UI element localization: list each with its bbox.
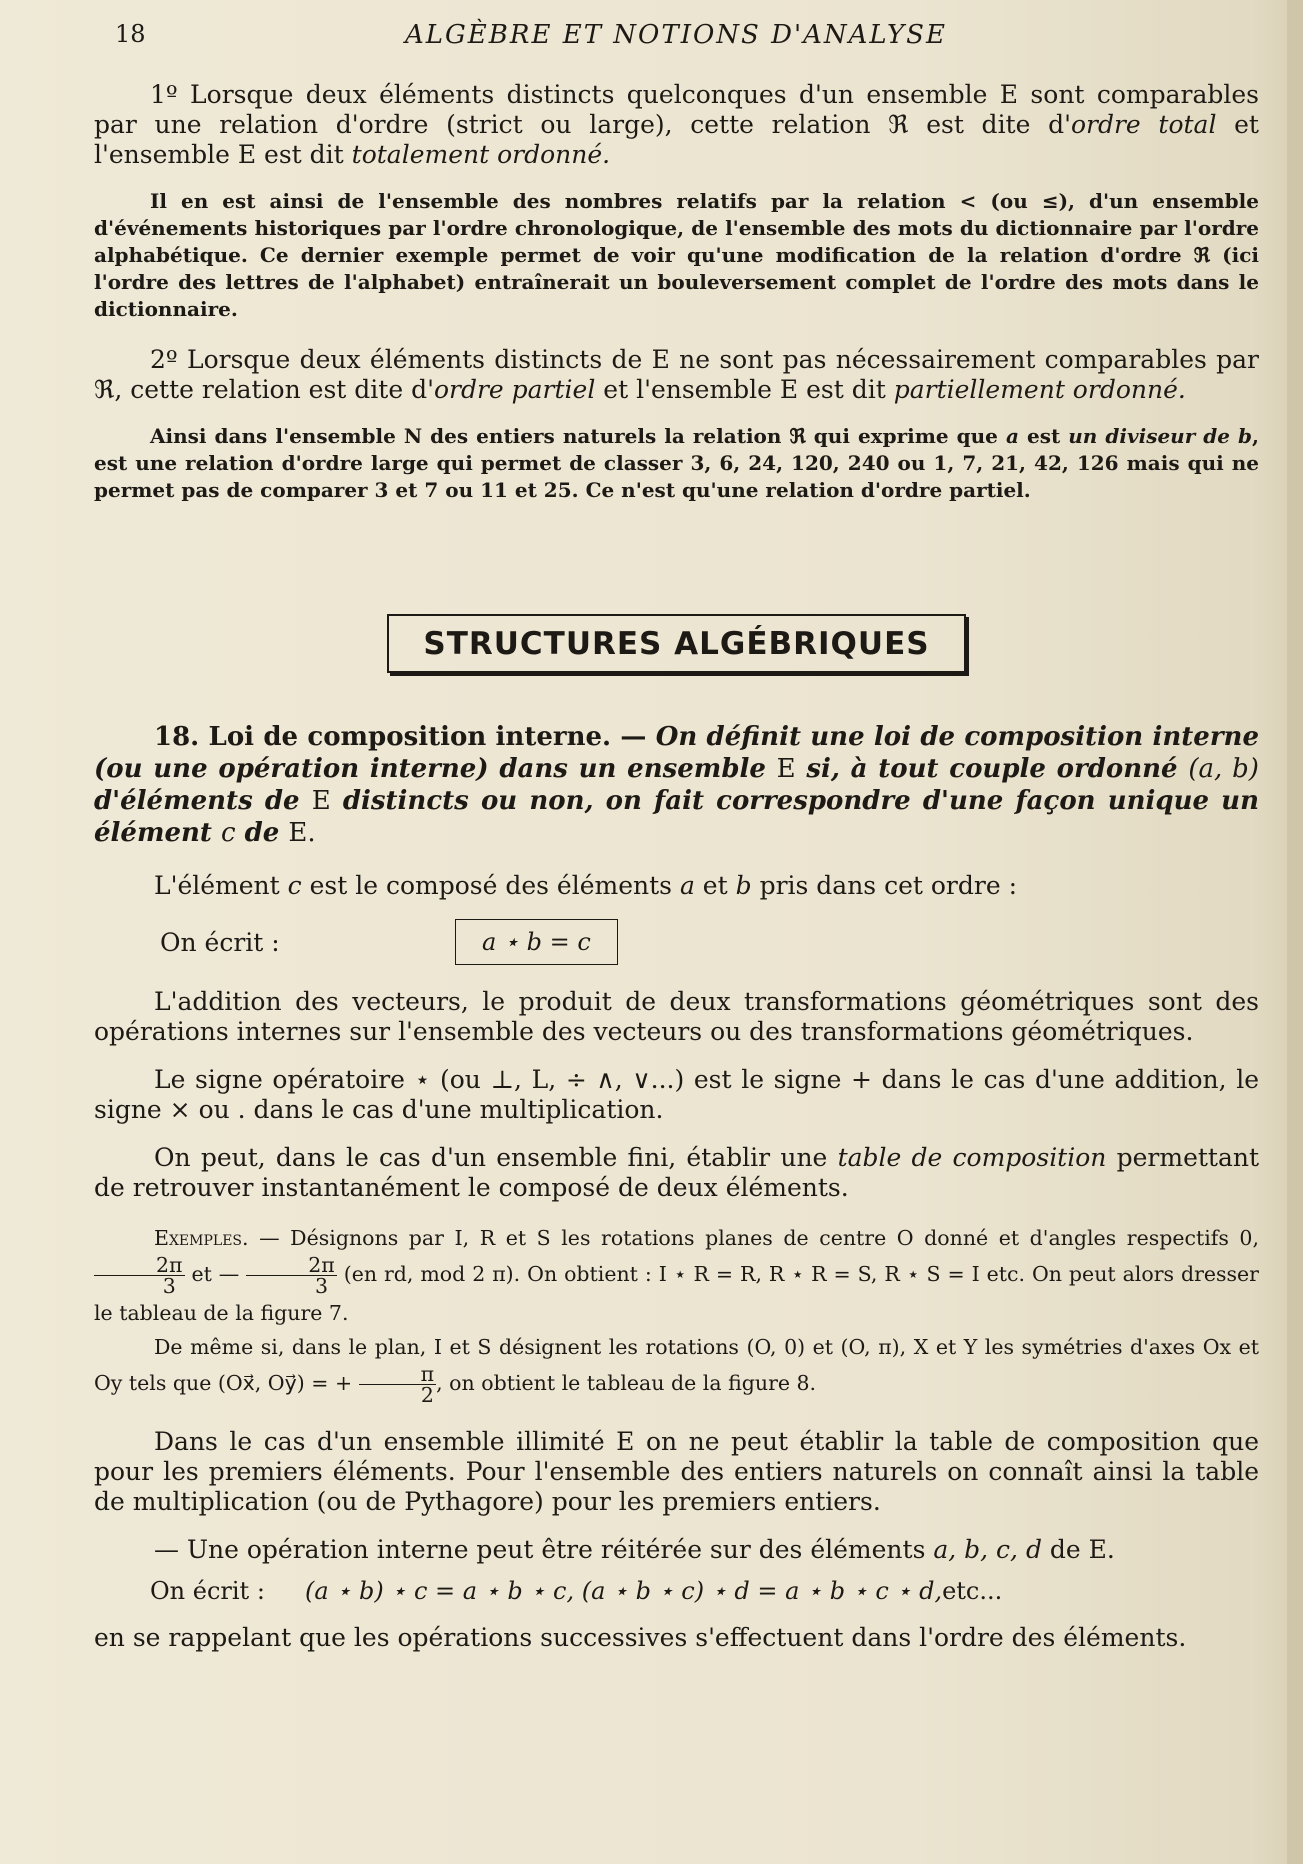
page-edge bbox=[1287, 0, 1303, 1864]
composition-table-paragraph: On peut, dans le cas d'un ensemble fini, établir une table de composition permettant de retrouver instantanément le composé de deux éléments. bbox=[94, 1143, 1260, 1202]
final-paragraph: en se rappelant que les opérations successives s'effectuent dans l'ordre des éléments. bbox=[94, 1623, 1187, 1652]
iterated-formula-etc: etc... bbox=[942, 1577, 1003, 1605]
iterated-operation-paragraph: — Une opération interne peut être réitérée sur des éléments a, b, c, d de E. bbox=[154, 1535, 1115, 1564]
order-partial-note: Ainsi dans l'ensemble N des entiers naturels la relation ℜ qui exprime que a est un diviseur de b, est une relation d'ordre large qui permet de classer 3, 6, 24, 120, 240 ou 1, 7, 21, 42, 126 mais qui ne permet pas de comparer 3 et 7 ou 11 et 25. Ce n'est qu'une relation d'ordre partiel. bbox=[94, 424, 1260, 502]
law-heading: 18. Loi de composition interne. — On définit une loi de composition interne (ou une opération interne) dans un ensemble E si, à tout couple ordonné (a, b) d'éléments de E distincts ou non, on fait correspondre d'une façon unique un élément c de E. bbox=[94, 722, 1259, 848]
operator-sign-paragraph: Le signe opératoire ⋆ (ou ⊥, L, ÷ ∧, ∨...) est le signe + dans le cas d'une addition, le signe × ou . dans le cas d'une multiplication. bbox=[94, 1065, 1259, 1124]
running-title: ALGÈBRE ET NOTIONS D'ANALYSE bbox=[405, 20, 947, 50]
iterated-formula-row bbox=[94, 1577, 1259, 1605]
formula-row bbox=[94, 919, 1259, 965]
addition-paragraph: L'addition des vecteurs, le produit de deux transformations géométriques sont des opérations internes sur l'ensemble des vecteurs ou des transformations géométriques. bbox=[94, 987, 1259, 1046]
iterated-formula: (a ⋆ b) ⋆ c = a ⋆ b ⋆ c, (a ⋆ b ⋆ c) ⋆ d = a ⋆ b ⋆ c ⋆ d, bbox=[305, 1577, 943, 1605]
order-partial-paragraph: 2º Lorsque deux éléments distincts de E ne sont pas nécessairement comparables par ℜ, cette relation est dite d'ordre partiel et l'ensemble E est dit partiellement ordonné. bbox=[94, 345, 1259, 404]
compose-paragraph: L'élément c est le composé des éléments a et b pris dans cet ordre : bbox=[154, 871, 1017, 900]
on-ecrit-label-2: On écrit : bbox=[150, 1577, 265, 1605]
composition-formula: a ⋆ b = c bbox=[455, 919, 618, 965]
order-total-paragraph: 1º Lorsque deux éléments distincts quelconques d'un ensemble E sont comparables par une relation d'ordre (strict ou large), cette relation ℜ est dite d'ordre total et l'ensemble E est dit totalement ordonné. bbox=[94, 80, 1259, 169]
order-total-note: Il en est ainsi de l'ensemble des nombres relatifs par la relation < (ou ≤), d'un ensemble d'événements historiques par l'ordre chronologique, de l'ensemble des mots du dictionnaire par l'ordre alphabétique. Ce dernier exemple permet de voir qu'une modification de la relation d'ordre ℜ (ici l'ordre des lettres de l'alphabet) entraînerait un bouleversement complet de l'ordre des mots dans le dictionnaire. bbox=[94, 189, 1259, 321]
section-title-box: STRUCTURES ALGÉBRIQUES bbox=[387, 614, 965, 673]
examples-paragraph-2: De même si, dans le plan, I et S désignent les rotations (O, 0) et (O, π), X et Y les symétries d'axes Ox et Oy tels que (Ox⃗, Oy⃗) = + $\frac{\pi}{2}$ , on obtient le tableau de la figure 8. bbox=[94, 1335, 1259, 1407]
page-content bbox=[94, 80, 1259, 1653]
on-ecrit-label: On écrit : bbox=[160, 927, 280, 957]
page-number: 18 bbox=[115, 20, 146, 48]
section-title bbox=[94, 614, 1259, 673]
infinite-set-paragraph: Dans le cas d'un ensemble illimité E on ne peut établir la table de composition que pour les premiers éléments. Pour l'ensemble des entiers naturels on connaît ainsi la table de multiplication (ou de Pythagore) pour les premiers entiers. bbox=[94, 1427, 1259, 1516]
examples-paragraph-1: Exemples. — Désignons par I, R et S les rotations planes de centre O donné et d'angles respectifs 0, $\frac{2\pi}{3}$ et — $\frac{2\pi}{3}$ (en rd, mod 2 π). On obtient : I ⋆ R = R, R ⋆ R = S, R ⋆ S = I etc. On peut alors dresser le tableau de la figure 7. bbox=[94, 1226, 1259, 1325]
